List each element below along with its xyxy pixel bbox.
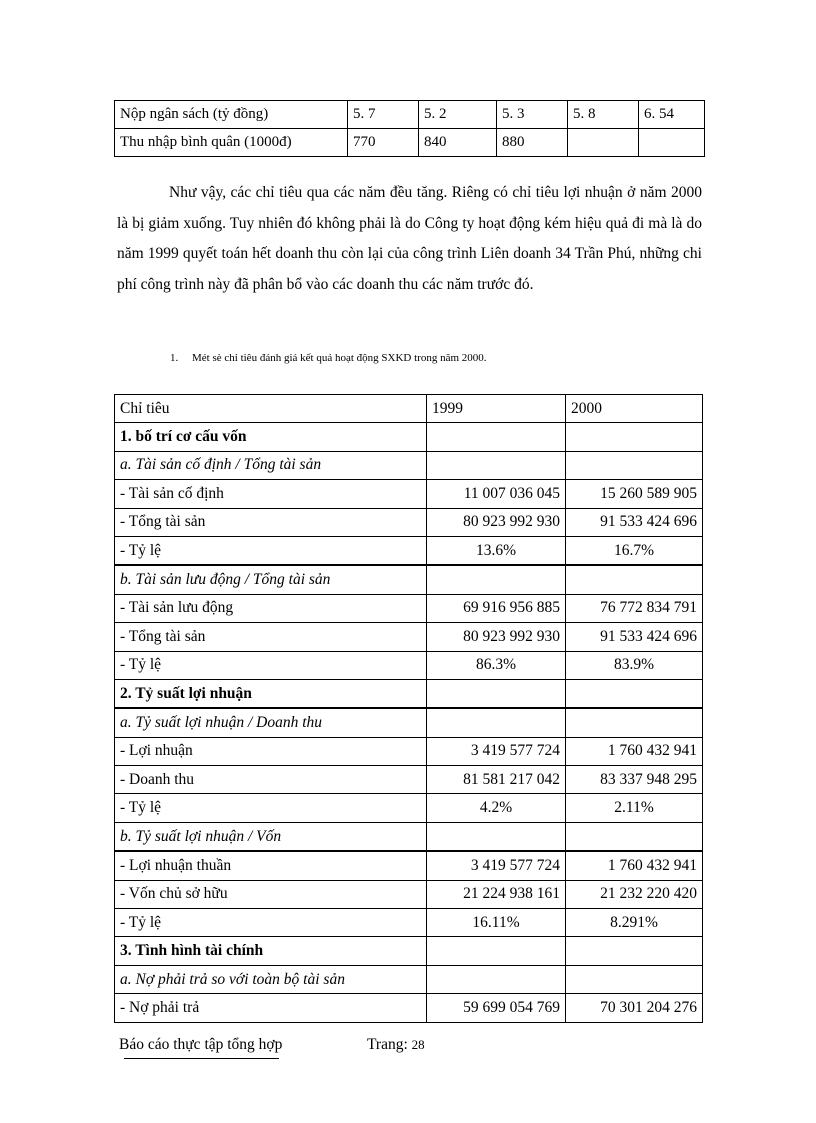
value-1999: 80 923 992 930 xyxy=(427,623,566,651)
value-2000: 70 301 204 276 xyxy=(566,994,703,1022)
table-row xyxy=(115,679,703,708)
value-1999 xyxy=(427,451,566,479)
table-cell: 5. 8 xyxy=(568,101,639,129)
value-1999: 13.6% xyxy=(427,536,566,565)
table-cell: 880 xyxy=(497,129,568,157)
row-label: - Doanh thu xyxy=(115,766,427,794)
row-label: - Tỷ lệ xyxy=(115,794,427,822)
table-cell: 5. 7 xyxy=(348,101,419,129)
table-row xyxy=(115,451,703,479)
value-2000: 2.11% xyxy=(566,794,703,822)
column-header-indicator: Chỉ tiêu xyxy=(115,395,427,423)
value-1999 xyxy=(427,937,566,965)
value-1999: 81 581 217 042 xyxy=(427,766,566,794)
summary-table xyxy=(114,100,705,157)
row-label: 2. Tỷ suất lợi nhuận xyxy=(115,679,427,708)
row-label: - Tỷ lệ xyxy=(115,536,427,565)
row-label: - Tổng tài sản xyxy=(115,623,427,651)
table-cell xyxy=(568,129,639,157)
value-1999: 11 007 036 045 xyxy=(427,480,566,508)
table-cell: 5. 2 xyxy=(419,101,497,129)
row-label: - Tài sản cố định xyxy=(115,480,427,508)
caption-text: Mét sè chỉ tiêu đánh giá kết quả hoạt động SXKD trong năm 2000. xyxy=(192,352,487,364)
value-2000 xyxy=(566,965,703,993)
row-label: 1. bố trí cơ cấu vốn xyxy=(115,423,427,451)
value-1999: 16.11% xyxy=(427,909,566,937)
row-label: 3. Tình hình tài chính xyxy=(115,937,427,965)
value-1999 xyxy=(427,679,566,708)
row-label: - Vốn chủ sở hữu xyxy=(115,880,427,908)
table-row xyxy=(115,536,703,565)
table-row xyxy=(115,129,705,157)
page-number xyxy=(367,1036,425,1054)
value-2000 xyxy=(566,451,703,479)
row-label: - Tỷ lệ xyxy=(115,651,427,679)
table-cell xyxy=(639,129,705,157)
table-row xyxy=(115,623,703,651)
table-row xyxy=(115,480,703,508)
table-header-row xyxy=(115,395,703,423)
table-row xyxy=(115,594,703,622)
value-1999 xyxy=(427,822,566,851)
value-2000: 1 760 432 941 xyxy=(566,737,703,765)
value-2000 xyxy=(566,423,703,451)
row-label: - Tài sản lưu động xyxy=(115,594,427,622)
table-row xyxy=(115,965,703,993)
value-2000 xyxy=(566,708,703,737)
table-row xyxy=(115,565,703,594)
caption-number: 1. xyxy=(170,352,179,364)
value-1999 xyxy=(427,708,566,737)
value-1999 xyxy=(427,565,566,594)
value-1999 xyxy=(427,965,566,993)
table-row xyxy=(115,423,703,451)
value-1999 xyxy=(427,423,566,451)
value-1999: 3 419 577 724 xyxy=(427,851,566,880)
table-row xyxy=(115,909,703,937)
value-2000 xyxy=(566,937,703,965)
table-row xyxy=(115,994,703,1022)
table-row xyxy=(115,794,703,822)
value-1999: 86.3% xyxy=(427,651,566,679)
value-2000: 16.7% xyxy=(566,536,703,565)
table-row xyxy=(115,937,703,965)
value-2000: 8.291% xyxy=(566,909,703,937)
row-label: - Nợ phải trả xyxy=(115,994,427,1022)
table-row xyxy=(115,822,703,851)
value-2000: 91 533 424 696 xyxy=(566,623,703,651)
value-1999: 4.2% xyxy=(427,794,566,822)
body-paragraph xyxy=(117,178,702,300)
footer-underline xyxy=(124,1058,279,1059)
column-header-1999: 1999 xyxy=(427,395,566,423)
page-label: Trang: xyxy=(367,1036,408,1053)
table-cell: 770 xyxy=(348,129,419,157)
row-label: b. Tỷ suất lợi nhuận / Vốn xyxy=(115,822,427,851)
value-2000: 21 232 220 420 xyxy=(566,880,703,908)
value-2000: 1 760 432 941 xyxy=(566,851,703,880)
indicator-table xyxy=(114,394,703,1023)
value-2000: 76 772 834 791 xyxy=(566,594,703,622)
paragraph-text: Như vậy, các chỉ tiêu qua các năm đều tăng. Riêng có chỉ tiêu lợi nhuận ở năm 2000 là bị giảm xuống. Tuy nhiên đó không phải là do Công ty hoạt động kém hiệu quả đi mà là do năm 1999 quyết toán hết doanh thu còn lại của công trình Liên doanh 34 Trần Phú, những chi phí công trình này đã phân bổ vào các doanh thu các năm trước đó. xyxy=(117,184,702,293)
table-row xyxy=(115,651,703,679)
page-value: 28 xyxy=(411,1037,425,1052)
row-label: - Tỷ lệ xyxy=(115,909,427,937)
value-1999: 59 699 054 769 xyxy=(427,994,566,1022)
table-cell: 840 xyxy=(419,129,497,157)
value-1999: 3 419 577 724 xyxy=(427,737,566,765)
table-row xyxy=(115,766,703,794)
table-row xyxy=(115,880,703,908)
value-1999: 69 916 956 885 xyxy=(427,594,566,622)
table-row xyxy=(115,708,703,737)
row-label: Nộp ngân sách (tỷ đồng) xyxy=(115,101,348,129)
value-2000: 83 337 948 295 xyxy=(566,766,703,794)
table-row xyxy=(115,508,703,536)
row-label: a. Tài sản cố định / Tổng tài sản xyxy=(115,451,427,479)
column-header-2000: 2000 xyxy=(566,395,703,423)
value-2000 xyxy=(566,565,703,594)
value-2000: 15 260 589 905 xyxy=(566,480,703,508)
value-2000 xyxy=(566,679,703,708)
table-cell: 6. 54 xyxy=(639,101,705,129)
value-1999: 80 923 992 930 xyxy=(427,508,566,536)
value-2000: 91 533 424 696 xyxy=(566,508,703,536)
table-cell: 5. 3 xyxy=(497,101,568,129)
row-label: a. Nợ phải trả so với toàn bộ tài sản xyxy=(115,965,427,993)
table-row xyxy=(115,737,703,765)
footer-title: Báo cáo thực tập tổng hợp xyxy=(119,1036,283,1053)
table-caption xyxy=(170,352,487,364)
row-label: a. Tỷ suất lợi nhuận / Doanh thu xyxy=(115,708,427,737)
row-label: - Lợi nhuận xyxy=(115,737,427,765)
table-row xyxy=(115,851,703,880)
table-row xyxy=(115,101,705,129)
value-2000: 83.9% xyxy=(566,651,703,679)
value-2000 xyxy=(566,822,703,851)
row-label: - Lợi nhuận thuần xyxy=(115,851,427,880)
value-1999: 21 224 938 161 xyxy=(427,880,566,908)
row-label: Thu nhập bình quân (1000đ) xyxy=(115,129,348,157)
row-label: b. Tài sản lưu động / Tổng tài sản xyxy=(115,565,427,594)
row-label: - Tổng tài sản xyxy=(115,508,427,536)
